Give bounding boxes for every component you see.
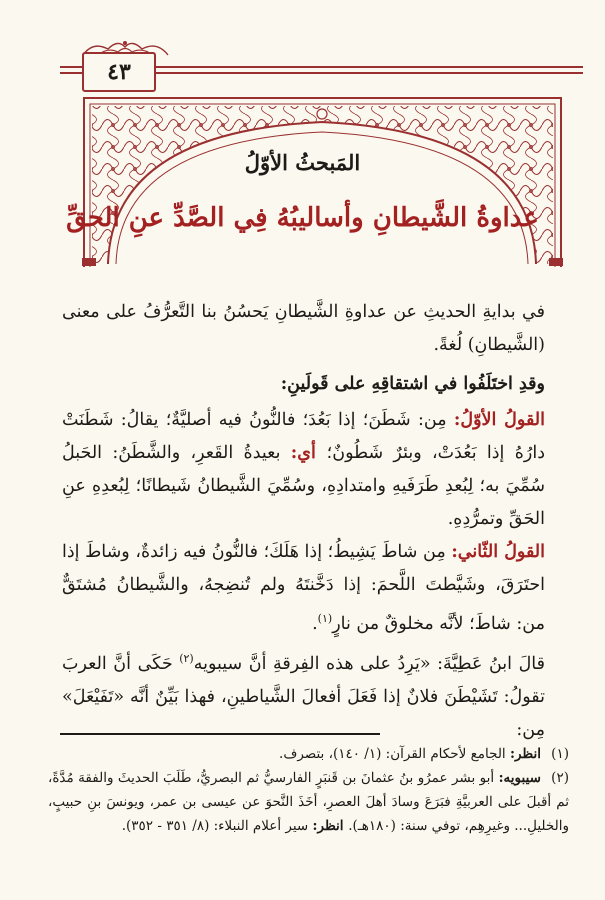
first-opinion-label: القولُ الأوّلُ:	[453, 410, 545, 430]
footnote-1: (١)انظر: الجامع لأحكام القرآن: (١/ ١٤٠)، بتصرف.	[279, 746, 569, 762]
footnote-divider	[60, 733, 380, 735]
footnote-2: (٢)سيبويه: أبو بشر عمرُو بنُ عثمانَ بن قَنبَرٍ الفارسيُّ ثم البصريُّ، طَلَبَ الحديثَ والفقهَ مُدَّةً، ثم أقبلَ على العربيَّةِ فبَرَعَ وسادَ أهلَ العصرِ، أخَذَ النَّحوَ عن عيسى بن عمر، ويونسَ بنِ حبيبٍ، والخليلِ... وغيرِهِم، توفي سنة: (١٨٠هـ). انظر: سير أعلام النبلاء: (٨/ ٣٥١ - ٣٥٢).	[48, 770, 569, 834]
footnote-ref-1[interactable]: (١)	[317, 612, 333, 625]
body-text	[62, 296, 545, 747]
paragraph-ibn-atiyya: قالَ ابنُ عَطِيَّةَ: «يَرِدُ على هذه الفِرقةِ أنَّ سيبويه$^{(٢)}$ حَكَى أنَّ العربَ تقولُ: تَشَيْطَنَ فلانٌ إذا فَعَلَ أفعالَ الشَّياطينِ، فهذا بَيِّنٌ أنَّه «تَفَيْعَلَ» مِن:	[62, 652, 545, 740]
chapter-title: عداوةُ الشَّيطانِ وأساليبُهُ فِي الصَّدِّ عنِ الحقِّ	[66, 203, 539, 233]
footnotes	[48, 742, 569, 838]
paragraph-intro: في بدايةِ الحديثِ عن عداوةِ الشَّيطانِ يَحسُنُ بنا التَّعرُّفُ على معنى (الشَّيطانِ) لُغةً.	[62, 302, 545, 355]
paragraph-two-opinions: وقدِ اختَلَفُوا في اشتقاقِهِ على قَولَينِ:	[280, 374, 545, 394]
paragraph-first-opinion: القولُ الأوّلُ: مِن: شَطَنَ؛ إذا بَعُدَ؛ فالنُّونُ فيه أصليَّةٌ؛ يقالُ: شَطَنَتْ دارُهُ إذا بَعُدَتْ، وبئرٌ شَطُونٌ؛ أي: بعيدةُ القَعرِ، والشَّطَنُ: الحَبلُ سُمِّيَ به؛ لِبُعدِ طَرَفَيهِ وامتدادِهِ، وسُمِّيَ الشَّيطانُ شَيطانًا؛ لِبُعدِهِ عنِ الحَقِّ وتمرُّدِهِ.	[62, 410, 545, 529]
paragraph-second-opinion: القولُ الثّاني: مِن شاطَ يَشِيطُ؛ إذا هَلَكَ؛ فالنُّونُ فيه زائدةٌ، وشاطَ إذا احتَرَقَ، وشَيَّطتَ اللَّحمَ: إذا دَخَّنتَهُ ولم تُنضِجهُ، والشَّيطانُ مُشتَقٌّ من: شاطَ؛ لأنَّه مخلوقٌ من نارٍ$^{(١)}$.	[62, 542, 545, 634]
second-opinion-label: القولُ الثّاني:	[451, 542, 545, 562]
arch-ornament-icon	[80, 92, 565, 267]
footnote-ref-2[interactable]: (٢)	[179, 652, 194, 665]
page-number: ٤٣	[82, 52, 156, 92]
chapter-heading: المَبحثُ الأوّلُ	[244, 150, 361, 175]
ay-label: أي:	[290, 443, 327, 463]
